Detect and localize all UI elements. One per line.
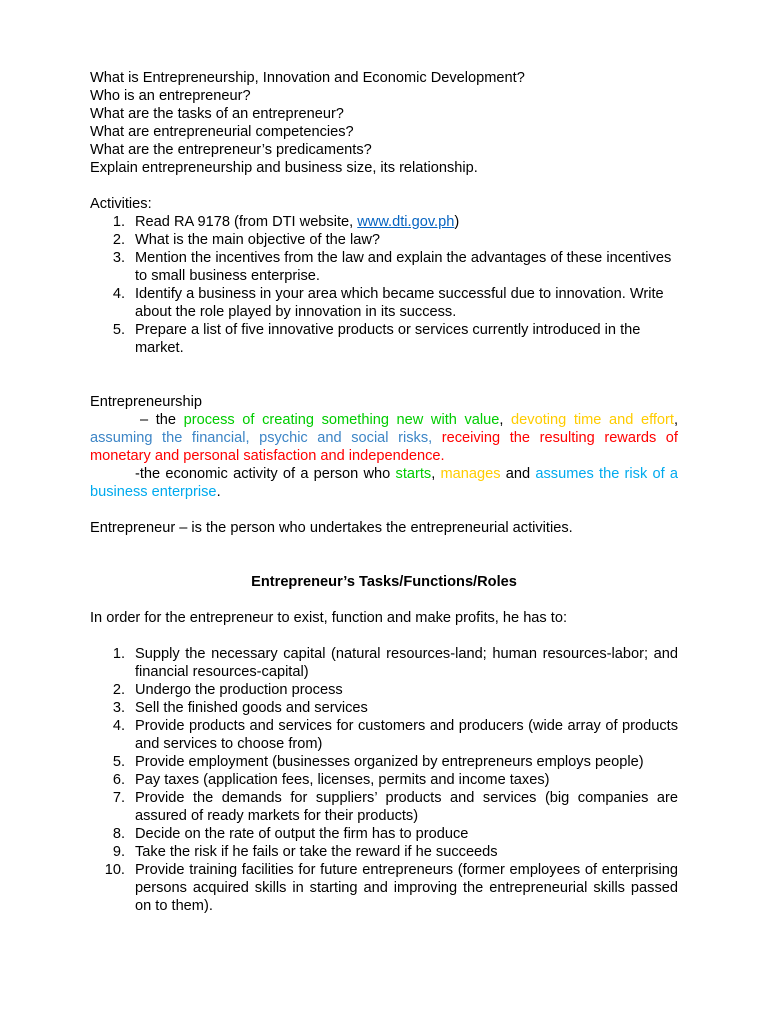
def-separator: , bbox=[673, 412, 679, 428]
questions-block bbox=[90, 69, 678, 177]
def-separator: and bbox=[500, 466, 536, 482]
list-item bbox=[90, 285, 678, 321]
def-yellow-phrase: devoting time and effort bbox=[511, 412, 674, 428]
list-number: 2. bbox=[112, 682, 125, 698]
task-text: Supply the necessary capital (natural resources-land; human resources-labor; and financial resources-capital) bbox=[135, 646, 678, 680]
list-item bbox=[90, 699, 678, 717]
question-line: Who is an entrepreneur? bbox=[90, 88, 251, 104]
activity-text: Read RA 9178 (from DTI website, bbox=[135, 214, 358, 230]
activity-text: Mention the incentives from the law and explain the advantages of these incentives to small business enterprise. bbox=[135, 250, 672, 284]
list-item bbox=[90, 789, 678, 825]
list-number: 6. bbox=[112, 772, 125, 788]
task-text: Take the risk if he fails or take the reward if he succeeds bbox=[135, 844, 498, 860]
list-number: 5. bbox=[112, 322, 125, 338]
activities-list bbox=[90, 213, 678, 357]
question-line: What are entrepreneurial competencies? bbox=[90, 124, 354, 140]
list-item bbox=[90, 321, 678, 357]
activity-text: What is the main objective of the law? bbox=[135, 232, 380, 248]
task-text: Provide products and services for customers and producers (wide array of products and services to choose from) bbox=[135, 718, 678, 752]
def-end: . bbox=[216, 484, 221, 500]
list-number: 4. bbox=[112, 718, 125, 734]
question-line: What are the entrepreneur’s predicaments? bbox=[90, 142, 372, 158]
def-separator: , bbox=[499, 412, 512, 428]
def-blue-phrase: assuming the financial, psychic and social risks, bbox=[90, 430, 433, 446]
list-item bbox=[90, 717, 678, 753]
task-text: Provide employment (businesses organized by entrepreneurs employs people) bbox=[135, 754, 644, 770]
tasks-intro: In order for the entrepreneur to exist, function and make profits, he has to: bbox=[90, 610, 567, 626]
list-number: 1. bbox=[112, 646, 125, 662]
list-item bbox=[90, 753, 678, 771]
task-text: Decide on the rate of output the firm has to produce bbox=[135, 826, 469, 842]
list-number: 5. bbox=[112, 754, 125, 770]
activities-title: Activities: bbox=[90, 196, 152, 212]
list-item bbox=[90, 861, 678, 915]
spacer bbox=[90, 357, 678, 393]
list-number: 1. bbox=[112, 214, 125, 230]
def-lead: -the economic activity of a person who bbox=[135, 466, 396, 482]
list-number: 4. bbox=[112, 286, 125, 302]
def-cyan-phrase: assumes the risk of a business enterprise bbox=[90, 466, 678, 500]
list-number: 7. bbox=[112, 790, 125, 806]
activity-text: Identify a business in your area which became successful due to innovation. Write about the role played by innovation in its success. bbox=[135, 286, 664, 320]
tasks-heading: Entrepreneur’s Tasks/Functions/Roles bbox=[251, 574, 517, 590]
list-number: 3. bbox=[112, 700, 125, 716]
task-text: Provide the demands for suppliers’ products and services (big companies are assured of ready markets for their products) bbox=[135, 790, 678, 824]
entrepreneurship-definition-1 bbox=[90, 411, 678, 465]
list-number: 10. bbox=[104, 862, 125, 878]
task-text: Undergo the production process bbox=[135, 682, 343, 698]
task-text: Provide training facilities for future entrepreneurs (former employees of enterprising persons acquired skills in starting and improving the entrepreneurial skills passed on to them). bbox=[135, 862, 678, 914]
list-item bbox=[90, 231, 678, 249]
list-number: 9. bbox=[112, 844, 125, 860]
task-text: Pay taxes (application fees, licenses, permits and income taxes) bbox=[135, 772, 550, 788]
list-item bbox=[90, 771, 678, 789]
activity-text: Prepare a list of five innovative products or services currently introduced in the market. bbox=[135, 322, 641, 356]
activity-text-suffix: ) bbox=[454, 214, 460, 230]
spacer bbox=[90, 501, 678, 519]
def-separator: , bbox=[431, 466, 441, 482]
spacer bbox=[90, 627, 678, 645]
spacer bbox=[90, 537, 678, 573]
list-item bbox=[90, 843, 678, 861]
list-item bbox=[90, 825, 678, 843]
question-line: What is Entrepreneurship, Innovation and Economic Development? bbox=[90, 70, 525, 86]
dti-website-link[interactable]: www.dti.gov.ph bbox=[357, 214, 455, 230]
def-separator bbox=[432, 430, 442, 446]
list-number: 2. bbox=[112, 232, 125, 248]
document-body bbox=[90, 69, 678, 915]
list-item bbox=[90, 645, 678, 681]
entrepreneur-definition: Entrepreneur – is the person who undertakes the entrepreneurial activities. bbox=[90, 520, 573, 536]
list-number: 8. bbox=[112, 826, 125, 842]
tasks-list bbox=[90, 645, 678, 915]
def-red-phrase: receiving the resulting rewards of monetary and personal satisfaction and independence. bbox=[90, 430, 678, 464]
entrepreneurship-title: Entrepreneurship bbox=[90, 394, 202, 410]
list-number: 3. bbox=[112, 250, 125, 266]
spacer bbox=[90, 177, 678, 195]
list-item bbox=[90, 213, 678, 231]
list-item bbox=[90, 681, 678, 699]
task-text: Sell the finished goods and services bbox=[135, 700, 368, 716]
list-item bbox=[90, 249, 678, 285]
def-green-word: starts bbox=[395, 466, 432, 482]
question-line: What are the tasks of an entrepreneur? bbox=[90, 106, 344, 122]
question-line: Explain entrepreneurship and business size, its relationship. bbox=[90, 160, 478, 176]
def-lead: – the bbox=[140, 412, 184, 428]
entrepreneurship-definition-2 bbox=[90, 465, 678, 501]
spacer bbox=[90, 591, 678, 609]
def-green-phrase: process of creating something new with value bbox=[183, 412, 500, 428]
def-yellow-word: manages bbox=[440, 466, 501, 482]
